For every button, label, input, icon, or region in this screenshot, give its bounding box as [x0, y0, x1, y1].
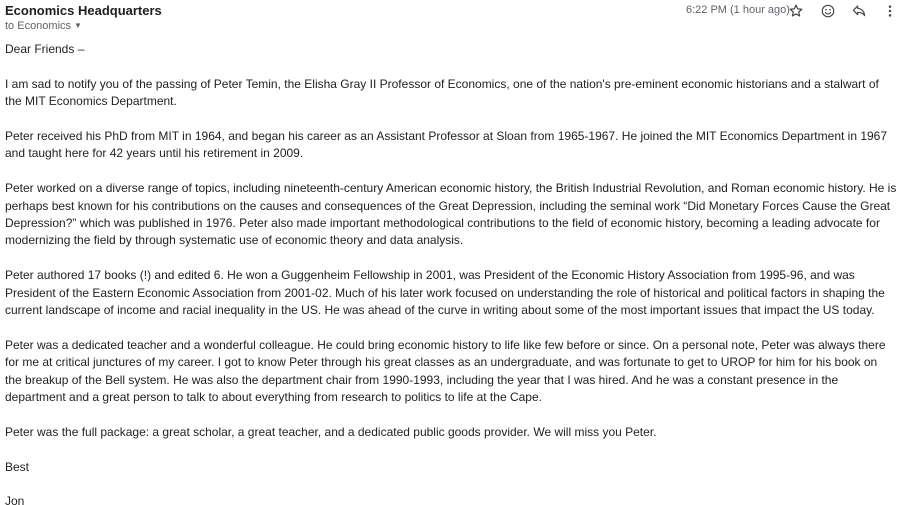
- sender-name[interactable]: Economics Headquarters: [5, 3, 162, 18]
- closing: Best: [5, 459, 30, 474]
- caret-down-icon: ▼: [74, 21, 82, 30]
- recipient-details-toggle[interactable]: [5, 20, 82, 32]
- signature: Jon: [5, 494, 25, 505]
- greeting: Dear Friends –: [5, 42, 85, 56]
- paragraph-conclusion: Peter was the full package: a great scholar, a great teacher, and a dedicated public goods provider. We will miss you Peter.: [5, 424, 657, 439]
- paragraph-career: Peter received his PhD from MIT in 1964, and began his career as an Assistant Professor at Sloan from 1965-1967. He joined the MIT Economics Department in 1967 and taught here for 42 years until his retirement in 2009.: [5, 129, 888, 161]
- email-body: [5, 41, 897, 505]
- paragraph-research: Peter worked on a diverse range of topics, including nineteenth-century American economic history, the British Industrial Revolution, and Roman economic history. He is perhaps best known for his contributions on the causes and consequences of the Great Depression, including the seminal work “Did Monetary Forces Cause the Great Depression?” which was published in 1976. Peter also made important methodological contributions to the field of economic history, becoming a leading advocate for modernizing the field by through systematic use of economic theory and data analysis.: [5, 181, 897, 248]
- timestamp: 6:22 PM (1 hour ago): [686, 4, 790, 16]
- emoji-icon: [820, 3, 836, 19]
- star-button[interactable]: [786, 1, 806, 21]
- email-header: [0, 0, 900, 38]
- more-vert-icon: [882, 3, 898, 19]
- star-icon: [788, 3, 804, 19]
- paragraph-achievements: Peter authored 17 books (!) and edited 6. He won a Guggenheim Fellowship in 2001, was President of the Economic History Association from 1995-96, and was President of the Eastern Economic Association from 2001-02. Much of his later work focused on understanding the role of historical and political factors in shaping the current landscape of income and racial inequality in the US. He was ahead of the curve in writing about some of the most important issues that impact the US today.: [5, 268, 885, 318]
- more-options-button[interactable]: [880, 1, 900, 21]
- paragraph-personal: Peter was a dedicated teacher and a wonderful colleague. He could bring economic history to life like few before or since. On a personal note, Peter was always there for me at critical junctures of my career. I got to know Peter through his great classes as an undergraduate, and was fortunate to get to UROP for him for his book on the breakup of the Bell system. He was also the department chair from 1990-1993, including the year that I was hired. And he was a constant presence in the department and a great person to talk to about everything from research to politics to life at the Cape.: [5, 337, 886, 405]
- paragraph-announcement: I am sad to notify you of the passing of Peter Temin, the Elisha Gray II Professor of Economics, one of the nation's pre-eminent economic historians and a stalwart of the MIT Economics Department.: [5, 76, 879, 109]
- add-reaction-button[interactable]: [818, 1, 838, 21]
- recipient-label: to Economics: [5, 20, 72, 32]
- reply-button[interactable]: [849, 1, 869, 21]
- reply-icon: [851, 3, 867, 19]
